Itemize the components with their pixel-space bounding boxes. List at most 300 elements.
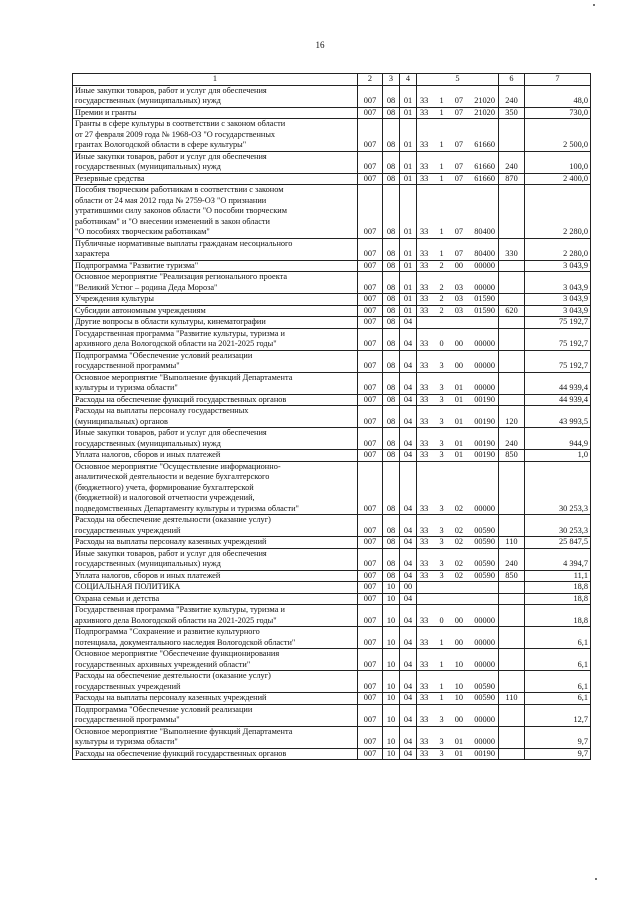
- target-article-part: 10: [454, 681, 464, 691]
- target-article-part: 33: [420, 107, 429, 117]
- code-section: 08: [383, 85, 400, 107]
- description-line: Подпрограмма "Обеспечение условий реализации: [75, 704, 253, 714]
- code-expense-type: [499, 726, 525, 748]
- code-subsection: 04: [400, 627, 417, 649]
- amount: 9,7: [525, 748, 591, 760]
- code-subsection: 04: [400, 726, 417, 748]
- description-line: работникам" и "О внесении изменений в закон области: [75, 216, 270, 226]
- table-row: [73, 582, 591, 594]
- code-grbs: 007: [358, 305, 383, 317]
- code-expense-type: [499, 272, 525, 294]
- code-subsection: 04: [400, 537, 417, 549]
- row-description: [73, 605, 358, 627]
- code-grbs: 007: [358, 350, 383, 372]
- description-line: архивного дела Вологодской области на 2021-2025 годы": [75, 339, 277, 348]
- code-target-article: [417, 548, 499, 570]
- code-target-article: [417, 726, 499, 748]
- target-article-part: 1: [439, 249, 444, 258]
- table-row: [73, 649, 591, 671]
- code-section: 08: [383, 238, 400, 260]
- code-expense-type: [499, 260, 525, 272]
- description-line: от 27 февраля 2009 года № 1968-ОЗ "О государственных: [75, 129, 276, 139]
- row-description: [73, 406, 358, 428]
- code-grbs: 007: [358, 627, 383, 649]
- target-article-part: 61660: [474, 173, 495, 183]
- table-row: [73, 406, 591, 428]
- amount: 43 993,5: [525, 406, 591, 428]
- target-article-part: 3: [439, 450, 444, 459]
- code-target-article: [417, 328, 499, 350]
- target-article-part: 01: [454, 416, 464, 426]
- target-article-part: 33: [420, 96, 429, 105]
- code-section: 08: [383, 119, 400, 152]
- row-description: [73, 272, 358, 294]
- description-line: Иные закупки товаров, работ и услуг для обеспечения: [75, 548, 267, 558]
- code-target-article: [417, 704, 499, 726]
- row-description: [73, 317, 358, 329]
- target-article-part: 01: [454, 438, 464, 448]
- table-row: [73, 605, 591, 627]
- amount: 6,1: [525, 627, 591, 649]
- table-row: [73, 185, 591, 239]
- code-grbs: 007: [358, 272, 383, 294]
- code-grbs: 007: [358, 107, 383, 119]
- code-target-article: [417, 582, 499, 594]
- row-description: [73, 627, 358, 649]
- code-section: 08: [383, 537, 400, 549]
- description-line: "Великий Устюг – родина Деда Мороза": [75, 282, 218, 292]
- target-article-part: 33: [420, 339, 429, 348]
- code-target-article: [417, 461, 499, 515]
- target-article-part: 1: [439, 96, 444, 105]
- code-grbs: 007: [358, 428, 383, 450]
- table-row: [73, 372, 591, 394]
- code-subsection: 04: [400, 461, 417, 515]
- target-article-part: 00590: [474, 570, 495, 580]
- amount: 3 043,9: [525, 272, 591, 294]
- table-row: [73, 272, 591, 294]
- code-section: 08: [383, 450, 400, 462]
- code-subsection: 01: [400, 185, 417, 239]
- target-article-part: 07: [454, 140, 464, 149]
- target-article-part: 33: [420, 737, 429, 746]
- table-row: [73, 394, 591, 406]
- code-grbs: 007: [358, 317, 383, 329]
- amount: 1,0: [525, 450, 591, 462]
- target-article-part: 00190: [474, 748, 495, 758]
- target-article-part: 3: [439, 748, 444, 758]
- code-target-article: [417, 537, 499, 549]
- code-grbs: 007: [358, 85, 383, 107]
- target-article-part: 0: [439, 339, 444, 348]
- row-description: [73, 260, 358, 272]
- code-subsection: 01: [400, 107, 417, 119]
- code-expense-type: [499, 461, 525, 515]
- description-line: Основное мероприятие "Обеспечение функционирования: [75, 649, 280, 658]
- code-target-article: [417, 515, 499, 537]
- target-article-part: 3: [439, 570, 444, 580]
- description-line: государственных учреждений: [75, 681, 181, 691]
- target-article-part: 3: [439, 383, 444, 392]
- description-line: Премии и гранты: [75, 107, 137, 117]
- header-cell: 4: [400, 74, 417, 86]
- amount: 30 253,3: [525, 515, 591, 537]
- table-row: [73, 350, 591, 372]
- code-target-article: [417, 406, 499, 428]
- scan-speck: [593, 4, 595, 6]
- code-target-article: [417, 649, 499, 671]
- row-description: [73, 726, 358, 748]
- code-grbs: 007: [358, 693, 383, 705]
- description-line: Учреждения культуры: [75, 294, 154, 303]
- code-target-article: [417, 605, 499, 627]
- row-description: [73, 548, 358, 570]
- row-description: [73, 461, 358, 515]
- description-line: Расходы на обеспечение функций государственных органов: [75, 394, 287, 404]
- code-expense-type: [499, 605, 525, 627]
- amount: 2 280,0: [525, 238, 591, 260]
- code-expense-type: 870: [499, 173, 525, 185]
- header-cell: 5: [417, 74, 499, 86]
- description-line: Основное мероприятие "Выполнение функций Департамента: [75, 726, 293, 736]
- target-article-part: 21020: [474, 107, 495, 117]
- scan-speck: [595, 878, 597, 880]
- header-cell: 2: [358, 74, 383, 86]
- description-line: государственных (муниципальных) нужд: [75, 559, 221, 568]
- amount: 3 043,9: [525, 294, 591, 306]
- target-article-part: 3: [439, 537, 444, 546]
- code-grbs: 007: [358, 748, 383, 760]
- code-section: 08: [383, 317, 400, 329]
- target-article-part: 1: [439, 107, 444, 117]
- amount: 12,7: [525, 704, 591, 726]
- target-article-part: 00000: [474, 737, 495, 746]
- target-article-part: 33: [420, 615, 429, 625]
- code-grbs: 007: [358, 328, 383, 350]
- code-expense-type: [499, 627, 525, 649]
- description-line: Расходы на выплаты персоналу государственных: [75, 406, 249, 415]
- code-grbs: 007: [358, 173, 383, 185]
- target-article-part: 00190: [474, 450, 495, 459]
- target-article-part: 01: [454, 748, 464, 758]
- code-section: 08: [383, 461, 400, 515]
- target-article-part: 33: [420, 450, 429, 459]
- description-line: характера: [75, 249, 110, 258]
- code-grbs: 007: [358, 461, 383, 515]
- target-article-part: 03: [454, 305, 464, 315]
- amount: 944,9: [525, 428, 591, 450]
- code-subsection: 04: [400, 605, 417, 627]
- target-article-part: 61660: [474, 162, 495, 171]
- amount: 75 192,7: [525, 328, 591, 350]
- target-article-part: 02: [454, 570, 464, 580]
- target-article-part: 00590: [474, 693, 495, 702]
- target-article-part: 00000: [474, 383, 495, 392]
- description-line: государственных учреждений: [75, 525, 181, 535]
- amount: 2 280,0: [525, 185, 591, 239]
- target-article-part: 1: [439, 140, 444, 149]
- description-line: области от 24 мая 2012 года № 2759-ОЗ "О признании: [75, 195, 267, 205]
- amount: 4 394,7: [525, 548, 591, 570]
- amount: 30 253,3: [525, 461, 591, 515]
- target-article-part: 07: [454, 227, 464, 236]
- code-subsection: 04: [400, 704, 417, 726]
- target-article-part: 33: [420, 416, 429, 426]
- row-description: [73, 582, 358, 594]
- description-line: Основное мероприятие "Осуществление информационно-: [75, 461, 281, 471]
- target-article-part: 33: [420, 294, 429, 303]
- code-expense-type: 120: [499, 406, 525, 428]
- description-line: архивного дела Вологодской области на 2021-2025 годы": [75, 615, 277, 625]
- budget-table-body: [73, 74, 591, 760]
- target-article-part: 33: [420, 559, 429, 568]
- target-article-part: 33: [420, 637, 429, 647]
- target-article-part: 00: [454, 637, 464, 647]
- code-target-article: [417, 627, 499, 649]
- target-article-part: 00: [454, 715, 464, 724]
- target-article-part: 2: [439, 294, 444, 303]
- description-line: Расходы на выплаты персоналу казенных учреждений: [75, 693, 267, 702]
- code-subsection: 01: [400, 272, 417, 294]
- code-target-article: [417, 671, 499, 693]
- description-line: (бюджетной) и налоговой отчетности учреждений,: [75, 493, 255, 502]
- description-line: Уплата налогов, сборов и иных платежей: [75, 570, 221, 580]
- code-target-article: [417, 350, 499, 372]
- description-line: государственной программы": [75, 715, 180, 724]
- target-article-part: 01590: [474, 305, 495, 315]
- description-line: Другие вопросы в области культуры, кинематографии: [75, 317, 266, 326]
- table-row: [73, 294, 591, 306]
- budget-table: [72, 73, 591, 760]
- code-expense-type: [499, 593, 525, 605]
- table-row: [73, 726, 591, 748]
- code-section: 10: [383, 671, 400, 693]
- target-article-part: 1: [439, 693, 444, 702]
- target-article-part: 33: [420, 570, 429, 580]
- code-section: 08: [383, 394, 400, 406]
- amount: 730,0: [525, 107, 591, 119]
- target-article-part: 33: [420, 537, 429, 546]
- target-article-part: 00000: [474, 659, 495, 669]
- target-article-part: 33: [420, 503, 429, 513]
- table-row: [73, 704, 591, 726]
- code-subsection: 04: [400, 317, 417, 329]
- code-expense-type: 850: [499, 570, 525, 582]
- target-article-part: 3: [439, 525, 444, 535]
- amount: 18,8: [525, 605, 591, 627]
- code-grbs: 007: [358, 260, 383, 272]
- description-line: государственных архивных учреждений области": [75, 659, 251, 669]
- row-description: [73, 238, 358, 260]
- target-article-part: 21020: [474, 96, 495, 105]
- target-article-part: 3: [439, 394, 444, 404]
- row-description: [73, 294, 358, 306]
- table-row: [73, 173, 591, 185]
- code-subsection: 04: [400, 394, 417, 406]
- code-grbs: 007: [358, 515, 383, 537]
- code-section: 08: [383, 272, 400, 294]
- code-target-article: [417, 107, 499, 119]
- code-section: 08: [383, 173, 400, 185]
- code-grbs: 007: [358, 726, 383, 748]
- code-subsection: 01: [400, 151, 417, 173]
- code-section: 08: [383, 350, 400, 372]
- code-subsection: 04: [400, 372, 417, 394]
- target-article-part: 07: [454, 107, 464, 117]
- code-subsection: 01: [400, 173, 417, 185]
- code-subsection: 01: [400, 305, 417, 317]
- code-grbs: 007: [358, 238, 383, 260]
- code-section: 08: [383, 151, 400, 173]
- row-description: [73, 671, 358, 693]
- amount: 11,1: [525, 570, 591, 582]
- code-section: 08: [383, 294, 400, 306]
- table-row: [73, 119, 591, 152]
- code-grbs: 007: [358, 294, 383, 306]
- code-target-article: [417, 151, 499, 173]
- target-article-part: 00: [454, 615, 464, 625]
- code-subsection: 04: [400, 328, 417, 350]
- description-line: государственной программы": [75, 361, 180, 370]
- code-grbs: 007: [358, 605, 383, 627]
- target-article-part: 00000: [474, 637, 495, 647]
- amount: 2 500,0: [525, 119, 591, 152]
- target-article-part: 3: [439, 559, 444, 568]
- target-article-part: 3: [439, 416, 444, 426]
- code-subsection: 01: [400, 119, 417, 152]
- description-line: Расходы на обеспечение деятельности (оказание услуг): [75, 515, 271, 524]
- code-target-article: [417, 238, 499, 260]
- code-section: 08: [383, 107, 400, 119]
- code-section: 08: [383, 428, 400, 450]
- description-line: культуры и туризма области": [75, 383, 178, 392]
- amount: 48,0: [525, 85, 591, 107]
- code-subsection: 04: [400, 748, 417, 760]
- row-description: [73, 649, 358, 671]
- row-description: [73, 450, 358, 462]
- code-grbs: 007: [358, 582, 383, 594]
- target-article-part: 02: [454, 525, 464, 535]
- header-cell: 7: [525, 74, 591, 86]
- amount: 75 192,7: [525, 317, 591, 329]
- code-target-article: [417, 260, 499, 272]
- code-target-article: [417, 394, 499, 406]
- row-description: [73, 305, 358, 317]
- code-subsection: 04: [400, 693, 417, 705]
- row-description: [73, 119, 358, 152]
- description-line: Расходы на обеспечение функций государственных органов: [75, 748, 287, 758]
- code-target-article: [417, 428, 499, 450]
- code-subsection: 00: [400, 582, 417, 594]
- description-line: Государственная программа "Развитие культуры, туризма и: [75, 328, 285, 338]
- amount: 6,1: [525, 649, 591, 671]
- description-line: культуры и туризма области": [75, 737, 178, 746]
- description-line: грантах Вологодской области в сфере культуры": [75, 140, 247, 149]
- code-subsection: 01: [400, 260, 417, 272]
- row-description: [73, 570, 358, 582]
- target-article-part: 00190: [474, 416, 495, 426]
- target-article-part: 02: [454, 559, 464, 568]
- target-article-part: 00: [454, 260, 464, 270]
- table-row: [73, 548, 591, 570]
- amount: 18,8: [525, 582, 591, 594]
- table-row: [73, 450, 591, 462]
- code-target-article: [417, 305, 499, 317]
- table-row: [73, 593, 591, 605]
- code-grbs: 007: [358, 649, 383, 671]
- description-line: Иные закупки товаров, работ и услуг для обеспечения: [75, 428, 267, 437]
- code-section: 10: [383, 704, 400, 726]
- code-grbs: 007: [358, 394, 383, 406]
- code-expense-type: [499, 317, 525, 329]
- code-expense-type: 350: [499, 107, 525, 119]
- table-row: [73, 107, 591, 119]
- table-row: [73, 85, 591, 107]
- code-section: 08: [383, 548, 400, 570]
- code-subsection: 01: [400, 85, 417, 107]
- row-description: [73, 593, 358, 605]
- description-line: Пособия творческим работникам в соответствии с законом: [75, 185, 284, 194]
- code-grbs: 007: [358, 537, 383, 549]
- code-section: 10: [383, 748, 400, 760]
- code-expense-type: [499, 119, 525, 152]
- code-section: 10: [383, 582, 400, 594]
- code-target-article: [417, 85, 499, 107]
- code-section: 08: [383, 260, 400, 272]
- description-line: "О пособиях творческим работникам": [75, 227, 210, 236]
- target-article-part: 01: [454, 737, 464, 746]
- description-line: государственных (муниципальных) нужд: [75, 162, 221, 171]
- target-article-part: 03: [454, 294, 464, 303]
- code-expense-type: [499, 649, 525, 671]
- target-article-part: 33: [420, 383, 429, 392]
- code-expense-type: 110: [499, 537, 525, 549]
- target-article-part: 00000: [474, 282, 495, 292]
- table-row: [73, 671, 591, 693]
- code-expense-type: 110: [499, 693, 525, 705]
- table-row: [73, 748, 591, 760]
- description-line: Гранты в сфере культуры в соответствии с законом области: [75, 119, 286, 128]
- code-expense-type: 850: [499, 450, 525, 462]
- header-cell: 3: [383, 74, 400, 86]
- row-description: [73, 107, 358, 119]
- amount: 9,7: [525, 726, 591, 748]
- target-article-part: 33: [420, 249, 429, 258]
- amount: 3 043,9: [525, 305, 591, 317]
- code-subsection: 04: [400, 450, 417, 462]
- target-article-part: 33: [420, 282, 429, 292]
- code-grbs: 007: [358, 119, 383, 152]
- target-article-part: 3: [439, 503, 444, 513]
- code-target-article: [417, 570, 499, 582]
- code-grbs: 007: [358, 151, 383, 173]
- page-number: 16: [315, 40, 325, 50]
- row-description: [73, 537, 358, 549]
- description-line: Подпрограмма "Сохранение и развитие культурного: [75, 627, 260, 636]
- table-row: [73, 328, 591, 350]
- description-line: государственных (муниципальных) нужд: [75, 96, 221, 105]
- row-description: [73, 151, 358, 173]
- code-expense-type: [499, 515, 525, 537]
- description-line: аналитической деятельности и ведение бухгалтерского: [75, 472, 270, 481]
- code-grbs: 007: [358, 185, 383, 239]
- target-article-part: 00000: [474, 715, 495, 724]
- row-description: [73, 185, 358, 239]
- header-cell: 1: [73, 74, 358, 86]
- amount: 18,8: [525, 593, 591, 605]
- description-line: Основное мероприятие "Выполнение функций Департамента: [75, 372, 293, 382]
- code-grbs: 007: [358, 548, 383, 570]
